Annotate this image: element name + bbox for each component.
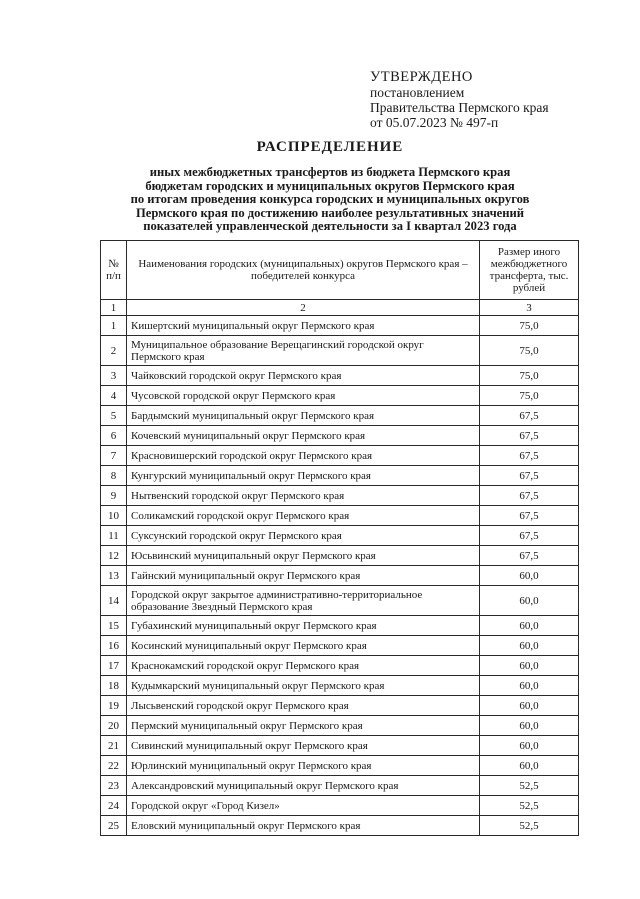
row-number: 13	[101, 566, 127, 586]
title-line-2: бюджетам городских и муниципальных округов Пермского края	[145, 178, 515, 193]
row-name: Городской округ закрытое административно-территориальное образование Звездный Пермского края	[127, 586, 480, 616]
row-number: 11	[101, 526, 127, 546]
row-number: 14	[101, 586, 127, 616]
row-number: 5	[101, 406, 127, 426]
row-amount: 75,0	[480, 386, 579, 406]
row-amount: 60,0	[480, 756, 579, 776]
row-name: Губахинский муниципальный округ Пермского края	[127, 616, 480, 636]
row-amount: 67,5	[480, 466, 579, 486]
document-title	[90, 139, 570, 234]
row-number: 15	[101, 616, 127, 636]
row-amount: 60,0	[480, 716, 579, 736]
table-row	[101, 336, 579, 366]
row-number: 9	[101, 486, 127, 506]
table-row	[101, 696, 579, 716]
table-row	[101, 566, 579, 586]
table-row	[101, 656, 579, 676]
row-amount: 75,0	[480, 336, 579, 366]
table-row	[101, 616, 579, 636]
row-number: 3	[101, 366, 127, 386]
table-row	[101, 466, 579, 486]
row-number: 23	[101, 776, 127, 796]
row-amount: 75,0	[480, 366, 579, 386]
table-row	[101, 446, 579, 466]
table-row	[101, 586, 579, 616]
distribution-table	[100, 240, 579, 836]
row-amount: 52,5	[480, 816, 579, 836]
row-amount: 60,0	[480, 566, 579, 586]
row-number: 24	[101, 796, 127, 816]
row-number: 1	[101, 316, 127, 336]
row-name: Суксунский городской округ Пермского края	[127, 526, 480, 546]
row-number: 25	[101, 816, 127, 836]
row-name: Гайнский муниципальный округ Пермского края	[127, 566, 480, 586]
row-name: Кунгурский муниципальный округ Пермского края	[127, 466, 480, 486]
row-name: Городской округ «Город Кизел»	[127, 796, 480, 816]
row-name: Юсьвинский муниципальный округ Пермского края	[127, 546, 480, 566]
row-amount: 60,0	[480, 696, 579, 716]
header-number: № п/п	[101, 241, 127, 300]
row-name: Кочевский муниципальный округ Пермского края	[127, 426, 480, 446]
row-number: 8	[101, 466, 127, 486]
row-name: Муниципальное образование Верещагинский городской округ Пермского края	[127, 336, 480, 366]
row-name: Александровский муниципальный округ Пермского края	[127, 776, 480, 796]
row-amount: 60,0	[480, 736, 579, 756]
row-number: 4	[101, 386, 127, 406]
row-name: Чусовской городской округ Пермского края	[127, 386, 480, 406]
row-name: Лысьвенский городской округ Пермского края	[127, 696, 480, 716]
table-row	[101, 486, 579, 506]
approval-line-1: постановлением	[370, 85, 465, 100]
table-row	[101, 756, 579, 776]
row-number: 6	[101, 426, 127, 446]
table-row	[101, 796, 579, 816]
row-amount: 67,5	[480, 546, 579, 566]
table-row	[101, 406, 579, 426]
title-line-3: по итогам проведения конкурса городских и муниципальных округов	[130, 192, 530, 207]
column-number-1: 1	[101, 300, 127, 316]
row-name: Красновишерский городской округ Пермского края	[127, 446, 480, 466]
row-amount: 60,0	[480, 586, 579, 616]
row-name: Юрлинский муниципальный округ Пермского края	[127, 756, 480, 776]
row-name: Краснокамский городской округ Пермского края	[127, 656, 480, 676]
row-name: Чайковский городской округ Пермского края	[127, 366, 480, 386]
row-amount: 60,0	[480, 636, 579, 656]
approval-line-2: Правительства Пермского края	[370, 100, 549, 115]
row-number: 10	[101, 506, 127, 526]
row-number: 17	[101, 656, 127, 676]
row-name: Еловский муниципальный округ Пермского края	[127, 816, 480, 836]
row-amount: 67,5	[480, 406, 579, 426]
table-row	[101, 366, 579, 386]
table-header-row	[101, 241, 579, 300]
row-amount: 67,5	[480, 426, 579, 446]
column-number-2: 2	[127, 300, 480, 316]
table-row	[101, 816, 579, 836]
column-number-row	[101, 300, 579, 316]
row-number: 16	[101, 636, 127, 656]
row-amount: 52,5	[480, 796, 579, 816]
row-amount: 67,5	[480, 506, 579, 526]
row-name: Пермский муниципальный округ Пермского края	[127, 716, 480, 736]
header-name: Наименования городских (муниципальных) округов Пермского края – победителей конкурса	[127, 241, 480, 300]
approval-heading: УТВЕРЖДЕНО	[370, 69, 473, 85]
approval-line-3: от 05.07.2023 № 497-п	[370, 115, 499, 130]
table-row	[101, 426, 579, 446]
row-amount: 60,0	[480, 656, 579, 676]
title-line-5: показателей управленческой деятельности за I квартал 2023 года	[143, 219, 517, 234]
approval-stamp	[370, 70, 549, 130]
row-amount: 75,0	[480, 316, 579, 336]
row-number: 12	[101, 546, 127, 566]
table-row	[101, 676, 579, 696]
row-name: Кудымкарский муниципальный округ Пермского края	[127, 676, 480, 696]
title-main: РАСПРЕДЕЛЕНИЕ	[256, 139, 404, 155]
table-row	[101, 386, 579, 406]
table-row	[101, 316, 579, 336]
title-line-1: иных межбюджетных трансфертов из бюджета Пермского края	[149, 165, 511, 179]
row-amount: 60,0	[480, 676, 579, 696]
row-name: Бардымский муниципальный округ Пермского края	[127, 406, 480, 426]
row-amount: 67,5	[480, 486, 579, 506]
table-row	[101, 716, 579, 736]
title-line-4: Пермского края по достижению наиболее результативных значений	[135, 205, 525, 220]
row-number: 22	[101, 756, 127, 776]
row-number: 20	[101, 716, 127, 736]
row-number: 19	[101, 696, 127, 716]
column-number-3: 3	[480, 300, 579, 316]
row-name: Сивинский муниципальный округ Пермского края	[127, 736, 480, 756]
row-amount: 67,5	[480, 446, 579, 466]
table-row	[101, 526, 579, 546]
table-row	[101, 506, 579, 526]
table-row	[101, 546, 579, 566]
row-name: Кишертский муниципальный округ Пермского края	[127, 316, 480, 336]
table-row	[101, 636, 579, 656]
row-number: 18	[101, 676, 127, 696]
row-amount: 67,5	[480, 526, 579, 546]
row-name: Соликамский городской округ Пермского края	[127, 506, 480, 526]
table-row	[101, 736, 579, 756]
row-name: Нытвенский городской округ Пермского края	[127, 486, 480, 506]
row-name: Косинский муниципальный округ Пермского края	[127, 636, 480, 656]
row-number: 2	[101, 336, 127, 366]
row-amount: 60,0	[480, 616, 579, 636]
table-row	[101, 776, 579, 796]
row-amount: 52,5	[480, 776, 579, 796]
row-number: 21	[101, 736, 127, 756]
header-amount: Размер иного межбюджетного трансферта, тыс. рублей	[480, 241, 579, 300]
row-number: 7	[101, 446, 127, 466]
